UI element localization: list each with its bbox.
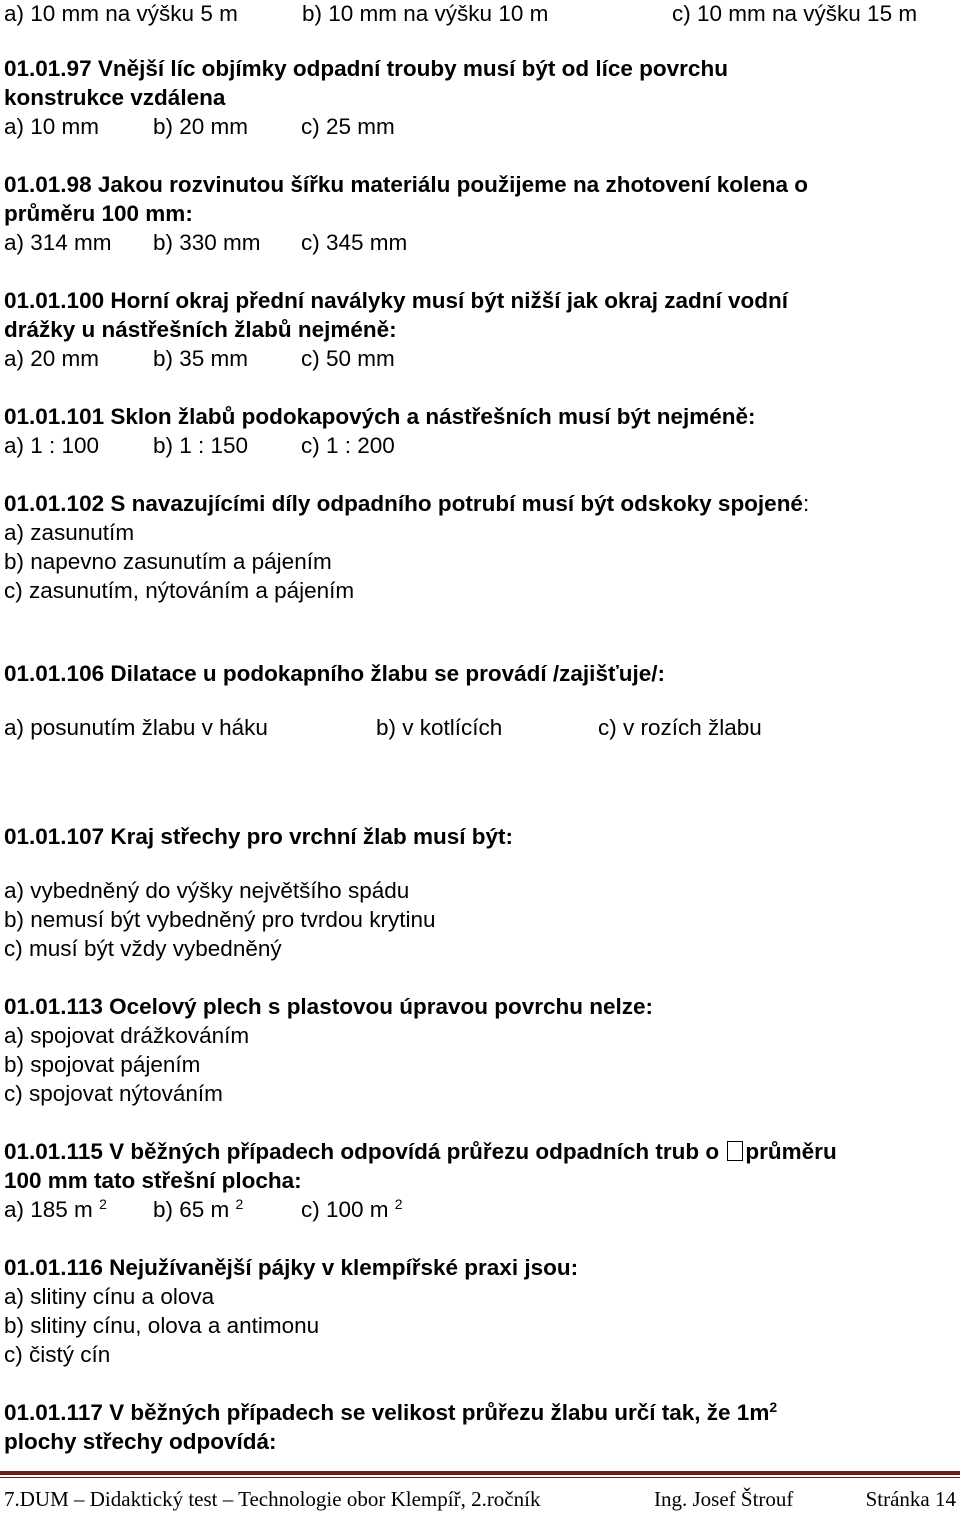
question-100-title-cont: drážky u nástřešních žlabů nejméně: xyxy=(4,317,397,342)
question-107-option-a: a) vybedněný do výšky největšího spádu xyxy=(4,878,410,903)
option-a: a) 10 mm xyxy=(4,114,100,139)
question-102-colon: : xyxy=(802,491,810,516)
option-c: c) v rozích žlabu xyxy=(598,715,762,740)
question-107-title: 01.01.107 Kraj střechy pro vrchní žlab musí být: xyxy=(4,824,513,849)
option-a: a) 20 mm xyxy=(4,346,100,371)
question-97-title: 01.01.97 Vnější líc objímky odpadní trouby musí být od líce povrchu xyxy=(4,56,728,81)
option-c: c) 25 mm xyxy=(301,114,395,139)
footer-title: 7.DUM – Didaktický test – Technologie obor Klempíř, 2.ročník xyxy=(4,1487,541,1511)
option-b: b) 65 m $^2$ xyxy=(153,1196,244,1222)
option-c: c) 1 : 200 xyxy=(301,433,395,458)
question-102-title: 01.01.102 S navazujícími díly odpadního potrubí musí být odskoky spojené xyxy=(4,491,803,516)
option-b: b) 330 mm xyxy=(153,230,261,255)
missing-glyph-icon xyxy=(727,1141,743,1161)
question-113-option-c: c) spojovat nýtováním xyxy=(4,1081,223,1106)
option-a: a) 185 m $^2$ xyxy=(4,1196,107,1222)
question-115-title-end: průměru xyxy=(745,1139,837,1164)
superscript: 2 xyxy=(769,1399,778,1415)
question-100-title: 01.01.100 Horní okraj přední navályky musí být nižší jak okraj zadní vodní xyxy=(4,288,789,313)
question-116-option-a: a) slitiny cínu a olova xyxy=(4,1284,215,1309)
question-117-title-cont: plochy střechy odpovídá: xyxy=(4,1429,277,1454)
page-footer xyxy=(4,1484,956,1514)
question-115-title-cont: 100 mm tato střešní plocha: xyxy=(4,1168,302,1193)
option-b: b) 10 mm na výšku 10 m xyxy=(302,1,549,26)
footer-divider xyxy=(0,1471,960,1475)
question-107-option-c: c) musí být vždy vybedněný xyxy=(4,936,282,961)
option-a: a) 314 mm xyxy=(4,230,112,255)
question-116-option-c: c) čistý cín xyxy=(4,1342,111,1367)
question-98-title-cont: průměru 100 mm: xyxy=(4,201,193,226)
footer-page-number: Stránka 14 xyxy=(865,1487,956,1511)
superscript: 2 xyxy=(394,1196,403,1212)
question-106-title: 01.01.106 Dilatace u podokapního žlabu se provádí /zajišťuje/: xyxy=(4,661,665,686)
question-98-title: 01.01.98 Jakou rozvinutou šířku materiálu použijeme na zhotovení kolena o xyxy=(4,172,808,197)
superscript: 2 xyxy=(235,1196,244,1212)
question-117-title-line xyxy=(4,1399,777,1427)
question-116-title: 01.01.116 Nejužívanější pájky v klempířské praxi jsou: xyxy=(4,1255,579,1280)
question-113-option-a: a) spojovat drážkováním xyxy=(4,1023,250,1048)
option-b: b) v kotlících xyxy=(376,715,503,740)
question-113-option-b: b) spojovat pájením xyxy=(4,1052,201,1077)
option-c: c) 100 m $^2$ xyxy=(301,1196,403,1222)
question-107-option-b: b) nemusí být vybedněný pro tvrdou krytinu xyxy=(4,907,436,932)
question-102-option-a: a) zasunutím xyxy=(4,520,135,545)
option-c: c) 50 mm xyxy=(301,346,395,371)
superscript: 2 xyxy=(99,1196,107,1212)
question-102-option-b: b) napevno zasunutím a pájením xyxy=(4,549,332,574)
question-102-title-line xyxy=(4,490,809,518)
question-115-title: 01.01.115 V běžných případech odpovídá průřezu odpadních trub o xyxy=(4,1139,720,1164)
question-116-option-b: b) slitiny cínu, olova a antimonu xyxy=(4,1313,320,1338)
question-115-title-line xyxy=(4,1138,837,1166)
question-102-option-c: c) zasunutím, nýtováním a pájením xyxy=(4,578,355,603)
option-a: a) 1 : 100 xyxy=(4,433,100,458)
footer-author: Ing. Josef Štrouf xyxy=(654,1487,794,1511)
option-a: a) 10 mm na výšku 5 m xyxy=(4,1,238,26)
footer-divider-thin xyxy=(0,1477,960,1478)
question-97-title-cont: konstrukce vzdálena xyxy=(4,85,226,110)
option-b: b) 35 mm xyxy=(153,346,249,371)
question-113-title: 01.01.113 Ocelový plech s plastovou úpravou povrchu nelze: xyxy=(4,994,653,1019)
question-117-title: 01.01.117 V běžných případech se velikost průřezu žlabu určí tak, že 1m xyxy=(4,1400,770,1425)
option-c: c) 345 mm xyxy=(301,230,408,255)
option-b: b) 20 mm xyxy=(153,114,249,139)
option-c: c) 10 mm na výšku 15 m xyxy=(672,1,918,26)
option-b: b) 1 : 150 xyxy=(153,433,249,458)
question-101-title: 01.01.101 Sklon žlabů podokapových a nástřešních musí být nejméně: xyxy=(4,404,756,429)
option-a: a) posunutím žlabu v háku xyxy=(4,715,268,740)
